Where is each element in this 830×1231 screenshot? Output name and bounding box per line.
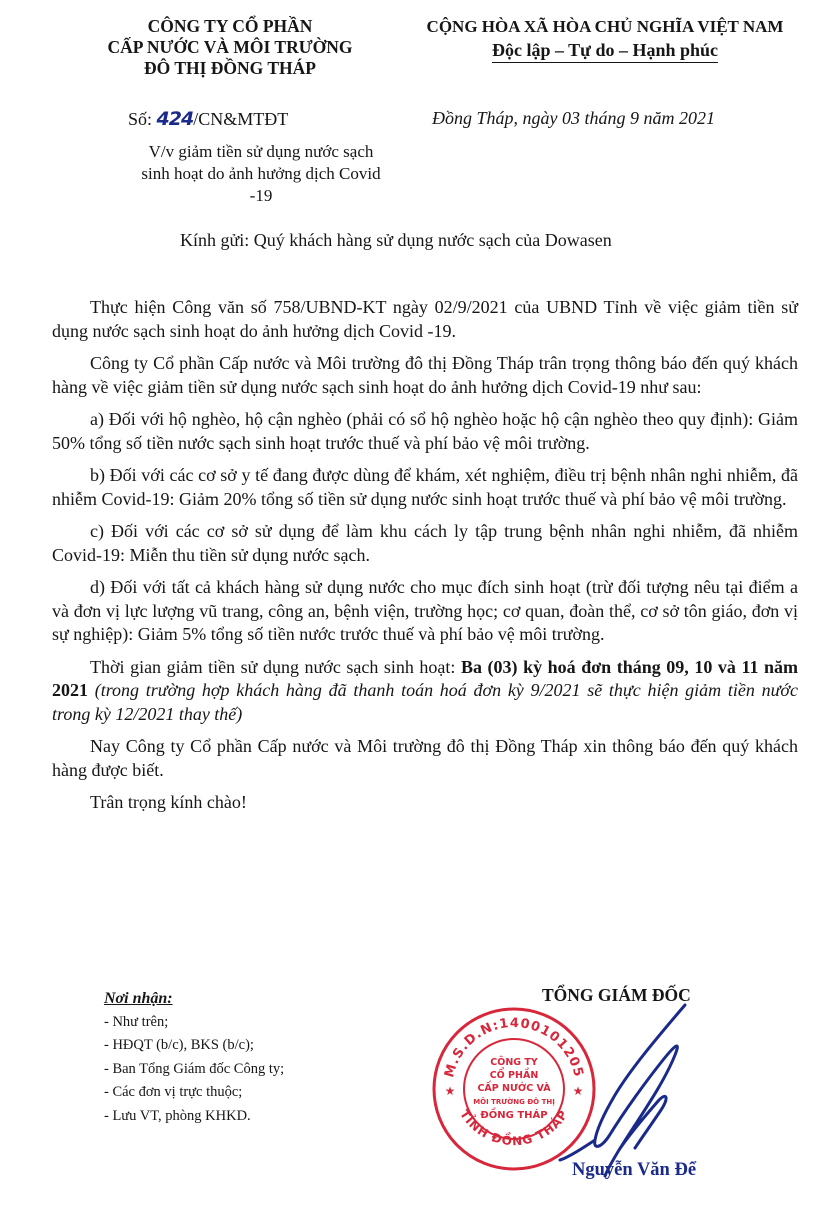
national-title: CỘNG HÒA XÃ HÒA CHỦ NGHĨA VIỆT NAM — [426, 17, 784, 36]
seal-center-line: CÔNG TY — [490, 1057, 538, 1068]
seal-center-line: MÔI TRƯỜNG ĐÔ THỊ — [473, 1098, 555, 1106]
issuer-name-line3: ĐÔ THỊ ĐỒNG THÁP — [144, 58, 316, 78]
recipients-heading: Nơi nhận: — [104, 990, 173, 1007]
document-subject — [130, 141, 392, 207]
national-header — [415, 16, 795, 63]
recipient-item: - Ban Tổng Giám đốc Công ty; — [104, 1060, 285, 1077]
recipients-block — [104, 987, 284, 1128]
seal-bottom-text: TỈNH ĐỒNG THÁP — [457, 1107, 571, 1149]
period-text: Thời gian giảm tiền sử dụng nước sạch sinh hoạt: — [90, 656, 461, 677]
subject-line1: V/v giảm tiền sử dụng nước sạch — [148, 142, 374, 161]
issuer-name-line1: CÔNG TY CỔ PHẦN — [147, 16, 313, 36]
document-number-handwritten: 424 — [156, 108, 194, 130]
document-number-prefix: Số: — [128, 109, 153, 129]
seal-ring-text: M.S.D.N:1400101205 — [442, 1015, 586, 1080]
recipient-item: - Lưu VT, phòng KHKD. — [104, 1107, 251, 1124]
seal-star-icon: ★ — [444, 1084, 456, 1098]
issuer-name-line2: CẤP NƯỚC VÀ MÔI TRƯỜNG — [107, 37, 353, 57]
subject-line2: sinh hoạt do ảnh hưởng dịch Covid -19 — [141, 164, 381, 205]
seal-center-line: CẤP NƯỚC VÀ — [477, 1083, 551, 1094]
body-paragraph: c) Đối với các cơ sở sử dụng để làm khu cách ly tập trung bệnh nhân nghi nhiễm, đã nhiễm Covid-19: Miễn thu tiền sử dụng nước sạch. — [52, 521, 798, 565]
document-body — [52, 296, 798, 824]
seal-center-line: CỔ PHẦN — [489, 1070, 539, 1081]
body-paragraph: Nay Công ty Cổ phần Cấp nước và Môi trường đô thị Đồng Tháp xin thông báo đến quý khách hàng được biết. — [52, 736, 798, 780]
recipient-item: - Như trên; — [104, 1013, 169, 1030]
body-paragraph: a) Đối với hộ nghèo, hộ cận nghèo (phải có sổ hộ nghèo hoặc hộ cận nghèo theo quy định): Giảm 50% tổng số tiền nước sạch sinh hoạt trước thuế và phí bảo vệ môi trường. — [52, 409, 798, 453]
signer-title: TỔNG GIÁM ĐỐC — [542, 985, 691, 1005]
period-note: (trong trường hợp khách hàng đã thanh toán hoá đơn kỳ 9/2021 sẽ thực hiện giảm tiền nước trong kỳ 12/2021 thay thế) — [52, 680, 798, 724]
recipient-item: - HĐQT (b/c), BKS (b/c); — [104, 1037, 254, 1053]
seal-star-icon: ★ — [572, 1084, 584, 1098]
recipient-item: - Các đơn vị trực thuộc; — [104, 1084, 243, 1100]
document-number-suffix: /CN&MTĐT — [193, 109, 289, 129]
body-paragraph: d) Đối với tất cả khách hàng sử dụng nước cho mục đích sinh hoạt (trừ đối tượng nêu tại điểm a và đơn vị lực lượng vũ trang, công an, bệnh viện, trường học; cơ quan, đoàn thể, cơ sở tôn giáo, đơn vị sự nghiệp): Giảm 5% tổng số tiền nước trước thuế và phí bảo vệ môi trường. — [52, 577, 798, 644]
national-motto: Độc lập – Tự do – Hạnh phúc — [492, 39, 718, 63]
body-paragraph: b) Đối với các cơ sở y tế đang được dùng để khám, xét nghiệm, điều trị bệnh nhân nghi nhiễm, đã nhiễm Covid-19: Giảm 20% tổng số tiền sử dụng nước sinh hoạt trước thuế và phí bảo vệ môi trường. — [52, 465, 798, 509]
signer-name: Nguyễn Văn Để — [572, 1160, 697, 1180]
body-paragraph: Công ty Cổ phần Cấp nước và Môi trường đô thị Đồng Tháp trân trọng thông báo đến quý khách hàng về việc giảm tiền sử dụng nước sạch sinh hoạt do ảnh hưởng dịch Covid-19 như sau: — [52, 353, 798, 397]
handwritten-signature — [535, 1000, 700, 1180]
closing-salutation: Trân trọng kính chào! — [90, 792, 247, 812]
period-bold: Ba (03) kỳ hoá đơn tháng 09, 10 và 11 năm 2021 — [52, 656, 799, 700]
body-paragraph-period — [52, 656, 798, 727]
document-date: Đồng Tháp, ngày 03 tháng 9 năm 2021 — [432, 108, 715, 128]
body-paragraph: Thực hiện Công văn số 758/UBND-KT ngày 02/9/2021 của UBND Tỉnh về việc giảm tiền sử dụng nước sạch sinh hoạt do ảnh hưởng dịch Covid -19. — [52, 297, 798, 341]
seal-center-line: ĐỒNG THÁP — [480, 1110, 548, 1121]
greeting: Kính gửi: Quý khách hàng sử dụng nước sạch của Dowasen — [180, 230, 612, 250]
document-number — [128, 108, 288, 130]
issuer-header — [60, 16, 400, 79]
